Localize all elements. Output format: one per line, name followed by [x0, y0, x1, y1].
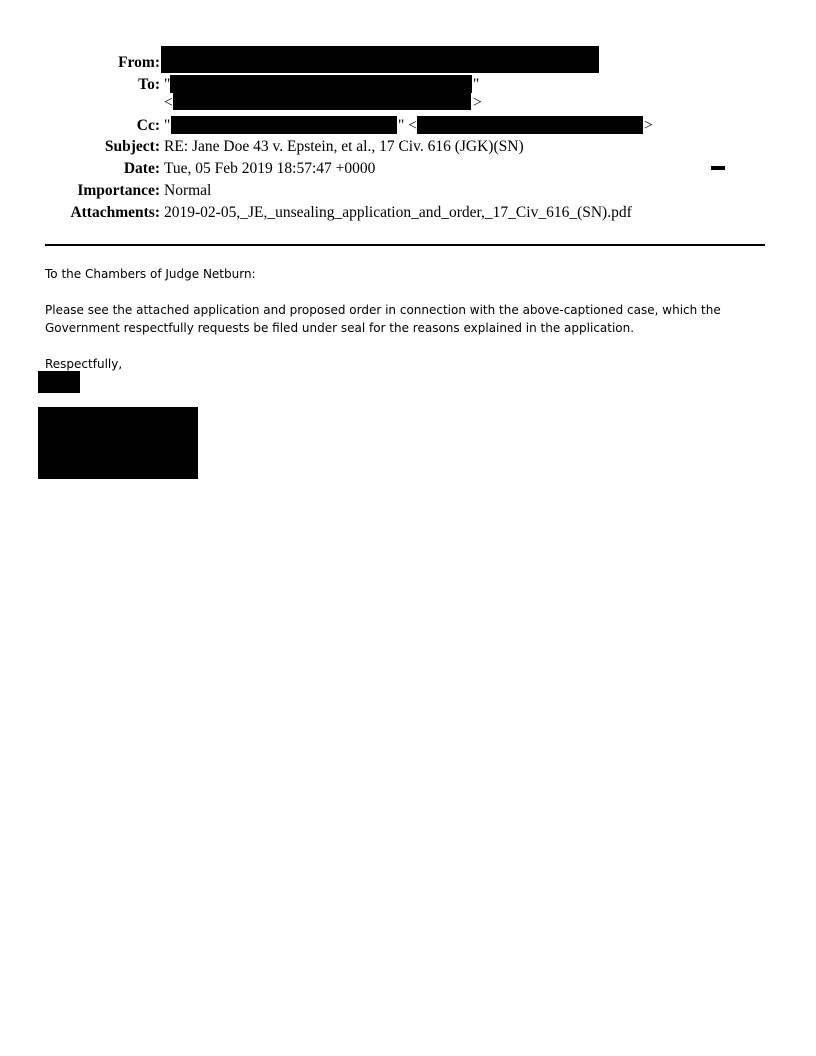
attachments-label: Attachments: — [70, 204, 160, 221]
redaction-mark — [711, 166, 725, 170]
cc-open-quote: " — [164, 117, 171, 134]
date-label: Date: — [123, 160, 160, 177]
cc-angle-close: > — [644, 117, 653, 134]
to-open-quote: " — [164, 76, 171, 93]
date-value: Tue, 05 Feb 2019 18:57:47 +0000 — [164, 160, 376, 177]
greeting-text: To the Chambers of Judge Netburn: — [45, 267, 256, 281]
cc-email-redaction — [417, 116, 643, 134]
to-email-redaction — [173, 93, 471, 110]
cc-label: Cc: — [136, 117, 160, 134]
subject-label: Subject: — [104, 138, 160, 155]
from-redaction — [161, 46, 599, 73]
attachment-filename[interactable]: 2019-02-05,_JE,_unsealing_application_and_order,_17_Civ_616_(SN).pdf — [164, 204, 632, 221]
importance-label: Importance: — [77, 182, 160, 199]
signature-block-redaction — [38, 407, 198, 479]
header-divider — [45, 244, 765, 246]
to-angle-close: > — [473, 94, 482, 111]
closing-text: Respectfully, — [45, 357, 123, 371]
cc-name-redaction — [171, 116, 397, 134]
from-label: From: — [118, 54, 160, 71]
body-paragraph-line-2: Government respectfully requests be filed under seal for the reasons explained in the application. — [45, 321, 635, 335]
to-close-quote: " — [473, 76, 480, 93]
subject-value: RE: Jane Doe 43 v. Epstein, et al., 17 Civ. 616 (JGK)(SN) — [164, 138, 524, 155]
to-label: To: — [138, 76, 160, 93]
importance-value: Normal — [164, 182, 212, 199]
to-name-redaction — [170, 75, 472, 93]
signature-name-redaction — [38, 371, 80, 393]
to-angle-open: < — [164, 94, 173, 111]
cc-mid: " < — [398, 117, 417, 134]
body-paragraph-line-1: Please see the attached application and proposed order in connection with the above-captioned case, which the — [45, 303, 721, 317]
